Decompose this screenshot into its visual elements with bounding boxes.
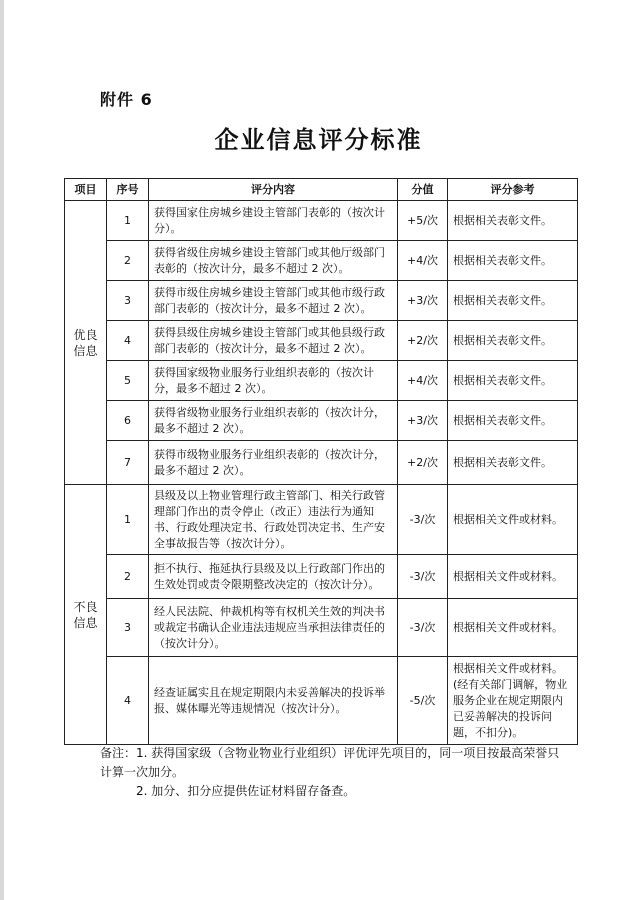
row-score: -5/次	[398, 657, 448, 745]
header-category: 项目	[65, 179, 107, 201]
row-content: 获得省级物业服务行业组织表彰的（按次计分，最多不超过 2 次）。	[149, 401, 398, 441]
notes	[100, 744, 570, 801]
row-reference: 根据相关表彰文件。	[448, 441, 578, 485]
row-score: +2/次	[398, 441, 448, 485]
row-content: 获得国家住房城乡建设主管部门表彰的（按次计分）。	[149, 201, 398, 241]
category-good: 优良信息	[65, 201, 107, 485]
row-seq: 5	[107, 361, 149, 401]
row-reference: 根据相关表彰文件。	[448, 401, 578, 441]
row-content: 拒不执行、拖延执行县级及以上行政部门作出的生效处罚或责令限期整改决定的（按次计分）。	[149, 555, 398, 599]
row-content: 经人民法院、仲裁机构等有权机关生效的判决书或裁定书确认企业违法违规应当承担法律责任的（按次计分）。	[149, 599, 398, 657]
category-bad: 不良信息	[65, 485, 107, 745]
table-row	[65, 555, 578, 599]
row-seq: 3	[107, 599, 149, 657]
header-content: 评分内容	[149, 179, 398, 201]
row-seq: 2	[107, 555, 149, 599]
table-row	[65, 599, 578, 657]
table-row	[65, 441, 578, 485]
note-1: 备注：1. 获得国家级（含物业物业行业组织）评优评先项目的，同一项目按最高荣誉只计算一次加分。	[100, 746, 560, 779]
table-row	[65, 201, 578, 241]
row-content: 获得市级物业服务行业组织表彰的（按次计分，最多不超过 2 次）。	[149, 441, 398, 485]
row-score: +4/次	[398, 241, 448, 281]
row-seq: 2	[107, 241, 149, 281]
table-header-row	[65, 179, 578, 201]
row-reference: 根据相关文件或材料。	[448, 599, 578, 657]
row-score: +3/次	[398, 281, 448, 321]
row-reference: 根据相关文件或材料。(经有关部门调解，物业服务企业在规定期限内已妥善解决的投诉问题，不扣分)。	[448, 657, 578, 745]
row-seq: 4	[107, 321, 149, 361]
row-score: +3/次	[398, 401, 448, 441]
table-row	[65, 241, 578, 281]
row-reference: 根据相关文件或材料。	[448, 555, 578, 599]
row-score: +2/次	[398, 321, 448, 361]
table-row	[65, 321, 578, 361]
attachment-label: 附件 6	[100, 90, 153, 109]
row-score: -3/次	[398, 555, 448, 599]
table-row	[65, 281, 578, 321]
row-seq: 1	[107, 201, 149, 241]
row-content: 获得市级住房城乡建设主管部门或其他市级行政部门表彰的（按次计分，最多不超过 2 次）。	[149, 281, 398, 321]
document-title: 企业信息评分标准	[214, 126, 423, 154]
note-2: 2. 加分、扣分应提供佐证材料留存备查。	[136, 784, 356, 798]
row-score: +5/次	[398, 201, 448, 241]
row-seq: 3	[107, 281, 149, 321]
row-content: 经查证属实且在规定期限内未妥善解决的投诉举报、媒体曝光等违规情况（按次计分）。	[149, 657, 398, 745]
row-reference: 根据相关表彰文件。	[448, 201, 578, 241]
row-content: 县级及以上物业管理行政主管部门、相关行政管理部门作出的责令停止（改正）违法行为通知书、行政处理决定书、行政处罚决定书、生产安全事故报告等（按次计分）。	[149, 485, 398, 555]
row-seq: 7	[107, 441, 149, 485]
row-seq: 1	[107, 485, 149, 555]
header-score: 分值	[398, 179, 448, 201]
row-reference: 根据相关表彰文件。	[448, 281, 578, 321]
row-content: 获得省级住房城乡建设主管部门或其他厅级部门表彰的（按次计分，最多不超过 2 次）。	[149, 241, 398, 281]
scoring-table	[64, 178, 578, 745]
header-seq: 序号	[107, 179, 149, 201]
row-score: -3/次	[398, 599, 448, 657]
table-row	[65, 657, 578, 745]
table-row	[65, 401, 578, 441]
table-row	[65, 361, 578, 401]
header-reference: 评分参考	[448, 179, 578, 201]
row-reference: 根据相关表彰文件。	[448, 361, 578, 401]
row-seq: 6	[107, 401, 149, 441]
row-reference: 根据相关表彰文件。	[448, 321, 578, 361]
row-reference: 根据相关文件或材料。	[448, 485, 578, 555]
row-seq: 4	[107, 657, 149, 745]
table-row	[65, 485, 578, 555]
row-reference: 根据相关表彰文件。	[448, 241, 578, 281]
row-score: +4/次	[398, 361, 448, 401]
row-content: 获得国家级物业服务行业组织表彰的（按次计分，最多不超过 2 次）。	[149, 361, 398, 401]
row-content: 获得县级住房城乡建设主管部门或其他县级行政部门表彰的（按次计分，最多不超过 2 次）。	[149, 321, 398, 361]
row-score: -3/次	[398, 485, 448, 555]
